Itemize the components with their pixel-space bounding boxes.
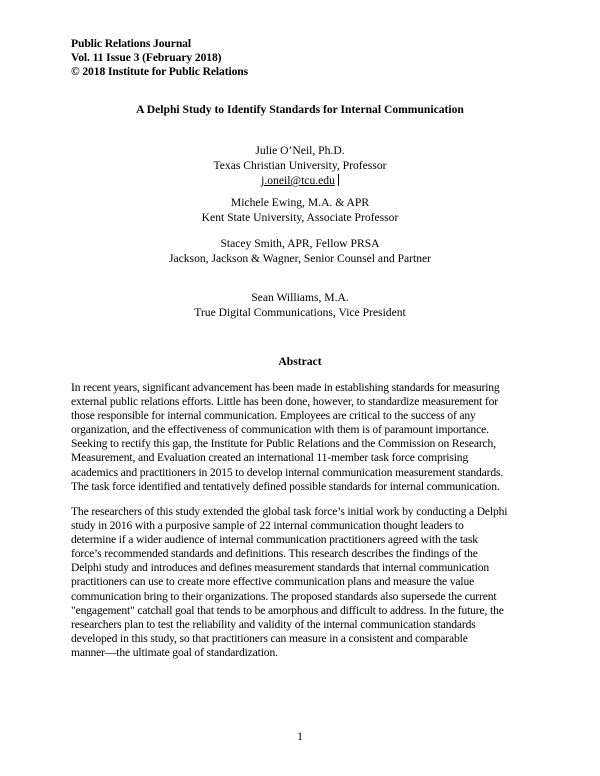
- author-name: Stacey Smith, APR, Fellow PRSA: [220, 237, 380, 250]
- author-name: Julie O’Neil, Ph.D.: [255, 144, 345, 157]
- text-line: manner—the ultimate goal of standardization.: [71, 645, 278, 659]
- page-number: 1: [297, 730, 303, 743]
- author-affiliation: Kent State University, Associate Professor: [201, 211, 399, 224]
- text-line: determine if a wider audience of internal communication practitioners agreed with the task: [71, 533, 478, 547]
- journal-copyright: © 2018 Institute for Public Relations: [71, 65, 249, 78]
- abstract-paragraph-2: [71, 505, 533, 660]
- journal-volume-issue: Vol. 11 Issue 3 (February 2018): [71, 51, 222, 64]
- author-email-link[interactable]: j.oneil@tcu.edu: [261, 174, 335, 187]
- text-line: researchers plan to test the reliability and validity of the internal communication standards: [71, 617, 476, 631]
- text-line: organization, and the effectiveness of communication with them is of paramount importance.: [71, 423, 489, 437]
- text-line: Delphi study and introduces and defines measurement standards that internal communication: [71, 561, 490, 575]
- author-block-2: [0, 195, 600, 225]
- text-line: In recent years, significant advancement has been made in establishing standards for measuring: [71, 381, 500, 394]
- text-line: The researchers of this study extended the global task force’s initial work by conducting a Delphi: [71, 505, 508, 518]
- text-line: external public relations efforts. Little has been done, however, to standardize measurement for: [71, 395, 498, 409]
- author-affiliation: Texas Christian University, Professor: [213, 159, 387, 172]
- text-line: those responsible for internal communication. Employees are critical to the success of any: [71, 409, 476, 423]
- author-name: Michele Ewing, M.A. & APR: [230, 196, 370, 209]
- text-line: The task force identified and tentatively defined possible standards for internal communication.: [71, 479, 500, 493]
- text-line: force’s recommended standards and definitions. This research describes the findings of the: [71, 547, 478, 561]
- text-line: developed in this study, so that practitioners can measure in a consistent and comparable: [71, 631, 468, 645]
- text-line: study in 2016 with a purposive sample of 22 internal communication thought leaders to: [71, 519, 464, 533]
- abstract-heading: Abstract: [278, 355, 322, 368]
- journal-header: [71, 37, 248, 79]
- paper-title: A Delphi Study to Identify Standards for Internal Communication: [136, 103, 464, 116]
- text-line: Seeking to rectify this gap, the Institute for Public Relations and the Commission on Research,: [71, 437, 496, 451]
- text-line: practitioners can use to create more effective communication plans and measure the value: [71, 575, 475, 589]
- author-name: Sean Williams, M.A.: [251, 291, 349, 304]
- author-block-3: [0, 236, 600, 266]
- author-affiliation: Jackson, Jackson & Wagner, Senior Counsel and Partner: [168, 252, 432, 265]
- text-line: academics and practitioners in 2015 to develop internal communication measurement standards.: [71, 465, 504, 479]
- text-line: "engagement" catchall goal that tends to be amorphous and difficult to address. In the future, the: [71, 603, 504, 617]
- text-cursor: [338, 174, 339, 186]
- author-block-1: [0, 143, 600, 188]
- journal-name: Public Relations Journal: [71, 37, 191, 50]
- author-affiliation: True Digital Communications, Vice President: [194, 306, 406, 319]
- abstract-paragraph-1: [71, 381, 533, 494]
- author-block-4: [0, 290, 600, 320]
- text-line: communication bring to their organizations. The proposed standards also supersede the current: [71, 589, 497, 603]
- text-line: Measurement, and Evaluation created an international 11-member task force comprising: [71, 451, 469, 465]
